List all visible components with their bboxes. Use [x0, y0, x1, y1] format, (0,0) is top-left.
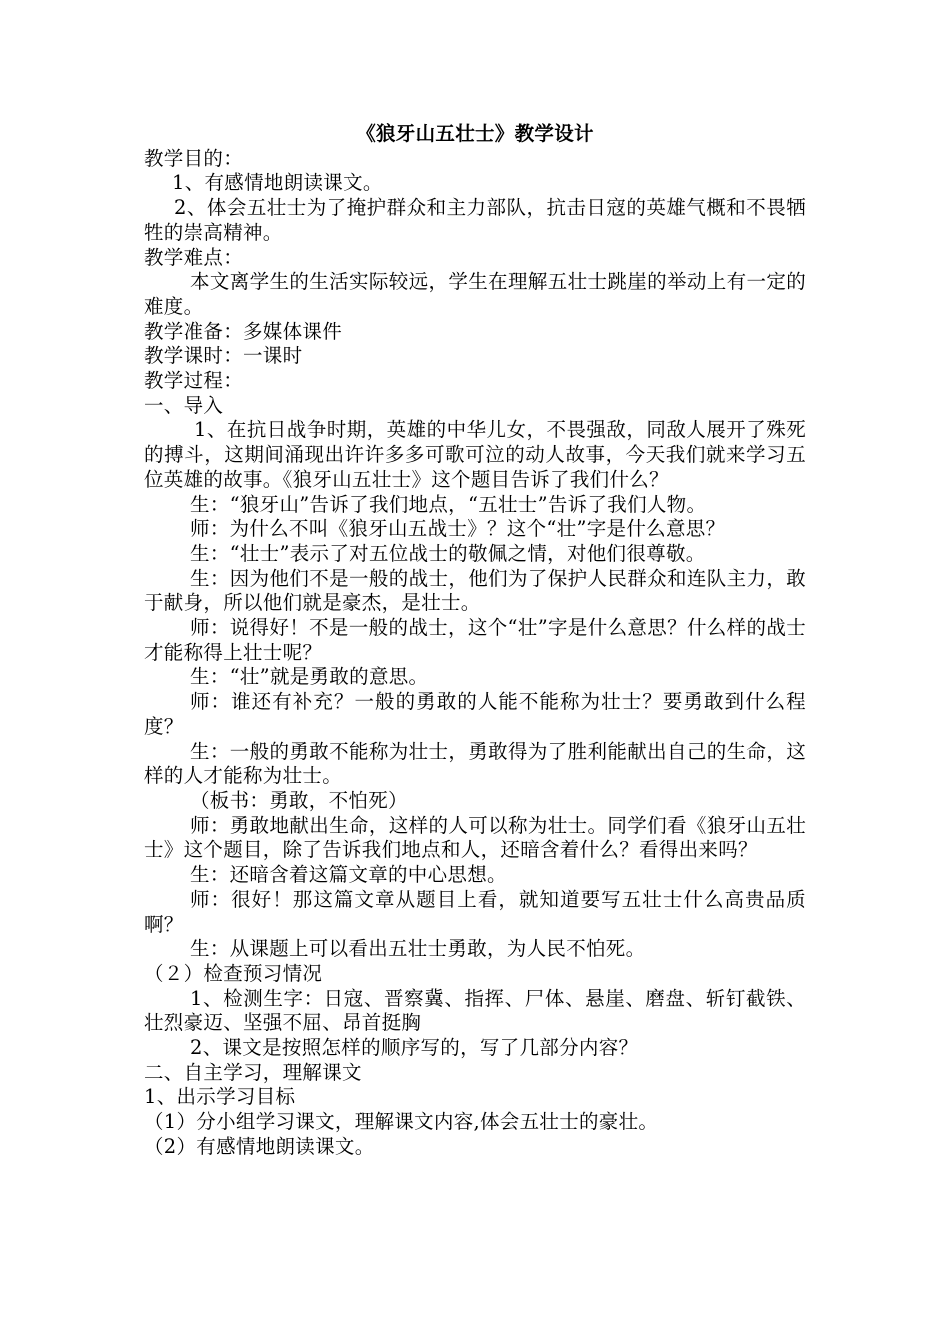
dialogue-line: 生：“狼牙山”告诉了我们地点，“五壮士”告诉了我们人物。	[190, 492, 707, 516]
dialogue-line: 师：谁还有补充？一般的勇敢的人能不能称为壮士？要勇敢到什么程度？	[144, 690, 806, 738]
check-item-2: 2、课文是按照怎样的顺序写的，写了几部分内容？	[190, 1036, 639, 1060]
dialogue-line: 生：还暗含着这篇文章的中心思想。	[190, 863, 507, 887]
objective-2: 2、体会五壮士为了掩护群众和主力部队，抗击日寇的英雄气概和不畏牺牲的崇高精神。	[144, 196, 806, 244]
check-item-1: 1、检测生字：日寇、晋察冀、指挥、尸体、悬崖、磨盘、斩钉截铁、壮烈豪迈、坚强不屈、昂首挺胸	[144, 986, 806, 1035]
difficulty-heading: 教学难点：	[144, 245, 244, 269]
dialogue-line: 生：一般的勇敢不能称为壮士，勇敢得为了胜利能献出自己的生命，这样的人才能称为壮士。	[144, 739, 806, 788]
section-1-heading: 一、导入	[144, 393, 224, 417]
intro-paragraph: 1、在抗日战争时期，英雄的中华儿女，不畏强敌，同敌人展开了殊死的搏斗，这期间涌现出许许多多可歌可泣的动人故事，今天我们就来学习五位英雄的故事。《狼牙山五壮士》这个题目告诉了我们什么？	[144, 418, 806, 491]
objective-heading: 教学目的：	[144, 146, 244, 170]
document-title: 《狼牙山五壮士》教学设计	[356, 122, 594, 145]
objective-1: 1、有感情地朗读课文。	[172, 171, 383, 195]
subsection-2-heading: （２）检查预习情况	[144, 961, 323, 985]
preparation: 教学准备：多媒体课件	[144, 319, 343, 343]
dialogue-line: 生：“壮士”表示了对五位战士的敬佩之情，对他们很尊敬。	[190, 541, 706, 565]
dialogue-line: 师：勇敢地献出生命，这样的人可以称为壮士。同学们看《狼牙山五壮士》这个题目，除了告诉我们地点和人，还暗含着什么？看得出来吗？	[144, 813, 806, 862]
goal-heading: 1、出示学习目标	[144, 1085, 296, 1109]
duration: 教学课时：一课时	[144, 344, 303, 368]
goal-item-1: （1）分小组学习课文，理解课文内容,体会五壮士的豪壮。	[144, 1110, 659, 1134]
process-heading: 教学过程：	[144, 369, 244, 393]
dialogue-line: 师：为什么不叫《狼牙山五战士》？这个“壮”字是什么意思？	[190, 517, 726, 541]
section-2-heading: 二、自主学习，理解课文	[144, 1060, 362, 1084]
dialogue-line: 师：说得好！不是一般的战士，这个“壮”字是什么意思？什么样的战士才能称得上壮士呢？	[144, 616, 806, 664]
goal-item-2: （2）有感情地朗读课文。	[144, 1134, 375, 1158]
difficulty-text: 本文离学生的生活实际较远，学生在理解五壮士跳崖的举动上有一定的难度。	[144, 270, 806, 318]
dialogue-line: 生：因为他们不是一般的战士，他们为了保护人民群众和连队主力，敢于献身，所以他们就是豪杰，是壮士。	[144, 566, 806, 615]
dialogue-line: 生：从课题上可以看出五壮士勇敢，为人民不怕死。	[190, 937, 646, 961]
dialogue-line: 师：很好！那这篇文章从题目上看，就知道要写五壮士什么高贵品质啊？	[144, 887, 806, 936]
board-note: （板书：勇敢，不怕死）	[190, 788, 408, 812]
dialogue-line: 生：“壮”就是勇敢的意思。	[190, 665, 429, 689]
